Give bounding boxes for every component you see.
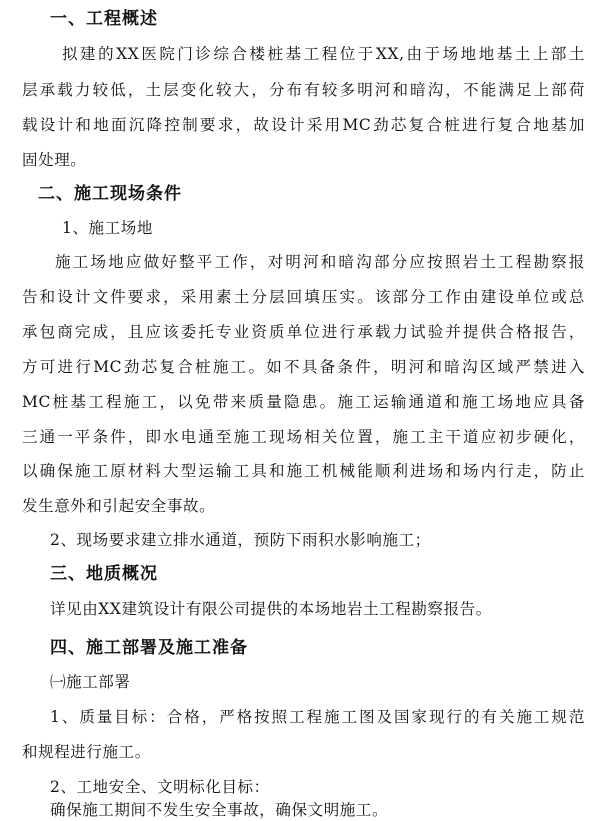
section-1-line-1: 拟建的XX医院门诊综合楼桩基工程位于XX,由于场地地基土上部土 xyxy=(62,45,585,63)
section-2-item-1-line-6: 三通一平条件，即水电通至施工现场相关位置，施工主干道应初步硬化， xyxy=(22,428,585,446)
section-1-heading: 一、工程概述 xyxy=(50,9,158,29)
section-4-sub-1: ㈠施工部署 xyxy=(50,673,131,691)
section-3-heading: 三、地质概况 xyxy=(50,564,158,584)
section-2-item-1-line-7: 以确保施工原材料大型运输工具和施工机械能顺利进场和场内行走，防止 xyxy=(22,462,585,480)
section-4-item-1-line-2: 和规程进行施工。 xyxy=(22,743,151,761)
section-1-line-3: 载设计和地面沉降控制要求，故设计采用MC劲芯复合桩进行复合地基加 xyxy=(22,116,585,134)
section-2-item-1-line-2: 告和设计文件要求，采用素土分层回填压实。该部分工作由建设单位或总 xyxy=(22,288,585,306)
section-2-heading: 二、施工现场条件 xyxy=(38,184,182,204)
section-4-item-1-line-1: 1、质量目标：合格，严格按照工程施工图及国家现行的有关施工规范 xyxy=(50,708,585,726)
section-2-item-2: 2、现场要求建立排水通道，预防下雨积水影响施工； xyxy=(50,531,431,549)
section-3-line: 详见由XX建筑设计有限公司提供的本场地岩土工程勘察报告。 xyxy=(50,600,492,618)
section-1-line-4: 固处理。 xyxy=(22,151,87,169)
section-2-item-1-line-4: 方可进行MC劲芯复合桩施工。如不具备条件，明河和暗沟区域严禁进入 xyxy=(22,358,585,376)
section-2-item-1-title: 1、施工场地 xyxy=(62,219,153,237)
section-2-item-1-line-8: 发生意外和引起安全事故。 xyxy=(22,497,216,515)
section-1-line-2: 层承载力较低，土层变化较大，分布有较多明河和暗沟，不能满足上部荷 xyxy=(22,81,585,99)
section-4-item-2: 2、工地安全、文明标化目标： xyxy=(50,778,270,796)
section-2-item-1-line-5: MC桩基工程施工，以免带来质量隐患。施工运输通道和施工场地应具备 xyxy=(22,393,585,411)
section-2-item-1-line-3: 承包商完成，且应该委托专业资质单位进行承载力试验并提供合格报告， xyxy=(22,323,585,341)
section-4-item-2-line: 确保施工期间不发生安全事故，确保文明施工。 xyxy=(50,801,389,819)
section-2-item-1-line-1: 施工场地应做好整平工作，对明河和暗沟部分应按照岩土工程勘察报 xyxy=(55,253,585,271)
section-4-heading: 四、施工部署及施工准备 xyxy=(50,638,248,658)
